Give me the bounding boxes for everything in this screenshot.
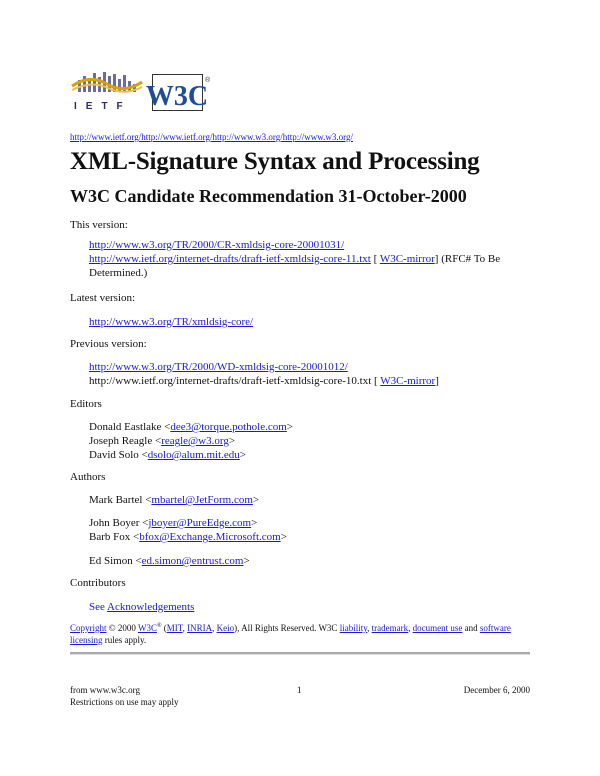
footer-source [70,684,178,708]
mirror-open: [ [370,253,380,265]
w3c-link[interactable]: W3C [137,623,157,633]
author-close: > [280,531,287,543]
mit-link[interactable]: MIT [166,623,183,633]
author-name: John Boyer < [89,517,149,529]
w3c-logo[interactable] [145,74,211,112]
editor-email-link[interactable]: dsolo@alum.mit.edu [147,449,240,461]
previous-version-mirror-link[interactable]: W3C-mirror [380,375,436,387]
author-2 [89,516,539,530]
this-version-link[interactable]: http://www.w3.org/TR/2000/CR-xmldsig-core-20001031/ [89,239,345,251]
this-version-mirror-link[interactable]: W3C-mirror [379,253,435,265]
see-text: See [89,601,108,613]
page-number: 1 [297,685,302,695]
svg-text:W3C: W3C [145,81,209,112]
author-name: Barb Fox < [89,531,140,543]
editor-email-link[interactable]: dee3@torque.pothole.com [170,421,287,433]
prev-mirror-close: ] [435,375,439,387]
previous-version-block [89,360,539,388]
this-version-label: This version: [70,219,128,231]
sep: , [367,623,372,633]
software-licensing-link[interactable]: software licensing [70,623,511,645]
prev-mirror-open: [ [371,375,381,387]
sep: , [212,623,217,633]
authors-label: Authors [70,471,106,483]
document-title: XML-Signature Syntax and Processing [70,148,480,175]
w3c-reg-mark: ® [156,623,162,629]
this-version-block [89,238,539,280]
sep: , [408,623,413,633]
editors-label: Editors [70,398,102,410]
keio-link[interactable]: Keio [216,623,235,633]
previous-version-link[interactable]: http://www.w3.org/TR/2000/WD-xmldsig-core-20001012/ [89,361,348,373]
author-close: > [251,517,258,529]
previous-version-ietf-text: http://www.ietf.org/internet-drafts/draft-ietf-xmldsig-core-10.txt [89,375,372,387]
and-text: and [462,623,480,633]
author-name: Ed Simon < [89,555,142,567]
inria-link[interactable]: INRIA [187,623,213,633]
paren-open: ( [161,623,167,633]
rules-text: rules apply. [102,635,147,645]
editor-name: Donald Eastlake < [89,421,171,433]
document-use-link[interactable]: document use [412,623,463,633]
author-email-link[interactable]: ed.simon@entrust.com [141,555,244,567]
editor-name: Joseph Reagle < [89,435,162,447]
author-4 [89,554,539,568]
author-email-link[interactable]: jboyer@PureEdge.com [148,517,252,529]
author-close: > [252,494,260,506]
editor-close: > [239,449,246,461]
footer-restrictions: Restrictions on use may apply [70,697,179,707]
this-version-suffix: ] (RFC# To Be Determined.) [89,253,501,279]
copyright-notice [70,620,530,646]
copyright-link[interactable]: Copyright [70,623,107,633]
footer-source-text: from www.w3c.org [70,685,140,695]
author-email-link[interactable]: mbartel@JetForm.com [151,494,253,506]
editor-close: > [228,435,236,447]
list-item [89,434,539,448]
latest-version-link[interactable]: http://www.w3.org/TR/xmldsig-core/ [89,316,254,328]
editor-close: > [286,421,294,433]
contributors-label: Contributors [70,577,126,589]
svg-text:IETF: IETF [74,101,132,112]
svg-text:®: ® [205,77,211,84]
list-item [89,448,539,462]
top-links[interactable] [70,132,353,142]
author-1 [89,493,539,507]
editor-name: David Solo < [89,449,148,461]
ietf-logo [70,70,144,112]
divider [70,652,530,655]
acknowledgements-link[interactable]: Acknowledgements [107,601,195,613]
editor-email-link[interactable]: reagle@w3.org [161,435,229,447]
rights-text: ), All Rights Reserved. W3C [234,623,340,633]
author-name: Mark Bartel < [89,494,152,506]
top-links-anchor[interactable]: http://www.ietf.org/http://www.ietf.org/http://www.w3.org/http://www.w3.org/ [70,132,353,142]
previous-version-label: Previous version: [70,338,147,350]
document-subtitle: W3C Candidate Recommendation 31-October-2000 [70,186,467,206]
editors-list [89,420,539,462]
contributors-block [89,600,539,614]
latest-version-block [89,315,539,329]
liability-link[interactable]: liability [339,623,368,633]
footer-date: December 6, 2000 [463,685,530,695]
latest-version-label: Latest version: [70,292,136,304]
author-email-link[interactable]: bfox@Exchange.Microsoft.com [139,531,281,543]
author-close: > [243,555,250,567]
author-3 [89,530,539,544]
this-version-ietf-link[interactable]: http://www.ietf.org/internet-drafts/draft-ietf-xmldsig-core-11.txt [89,253,371,265]
copyright-year: © 2000 [106,623,138,633]
trademark-link[interactable]: trademark [371,623,409,633]
list-item [89,420,539,434]
sep: , [182,623,188,633]
